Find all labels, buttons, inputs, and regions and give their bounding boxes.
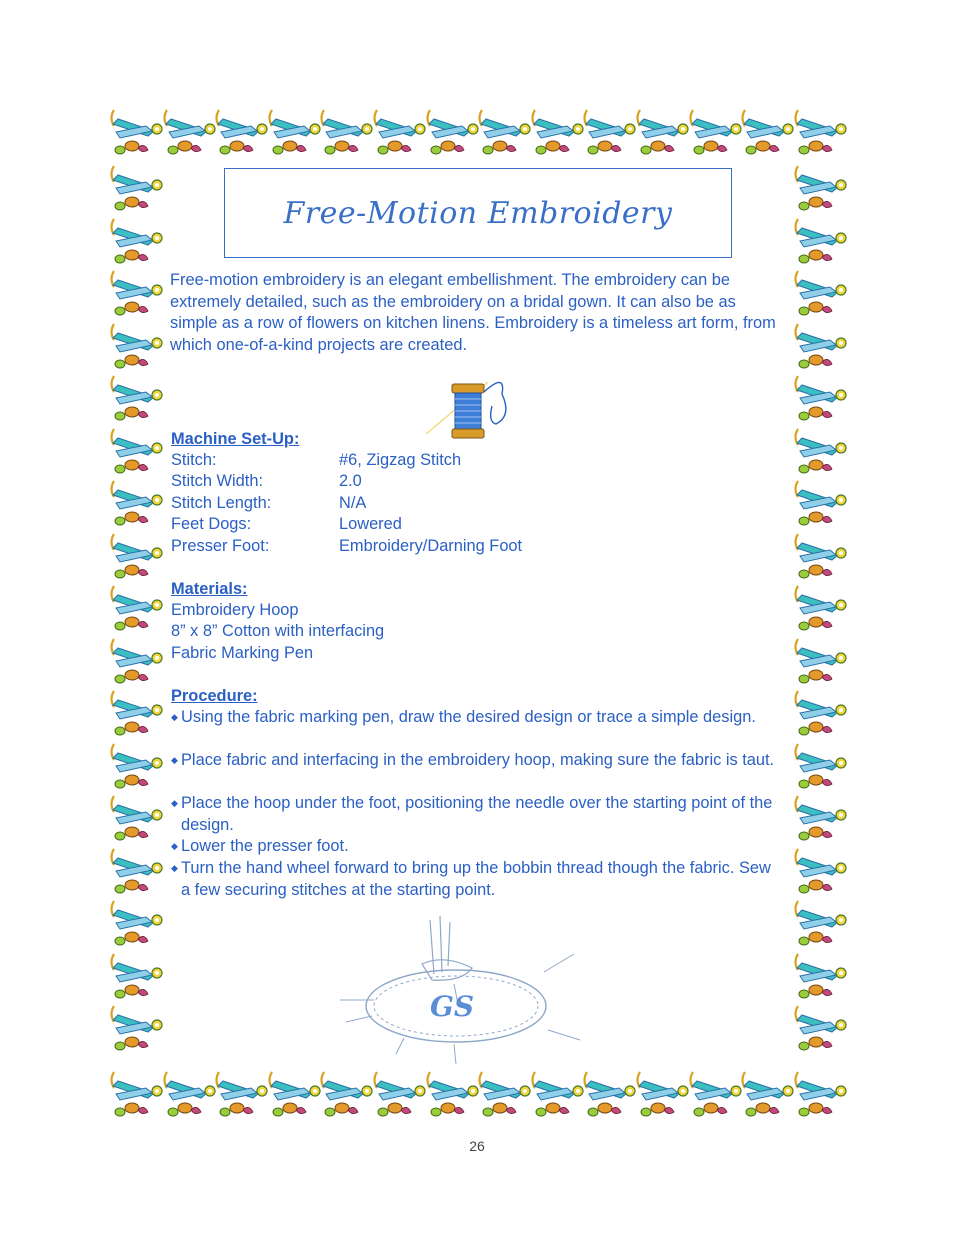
sewing-scissors-icon xyxy=(792,685,848,741)
sewing-scissors-icon xyxy=(108,160,164,216)
setup-row xyxy=(171,471,362,492)
procedure-step-text: Place fabric and interfacing in the embroidery hoop, making sure the fabric is taut. xyxy=(181,751,775,769)
setup-value: N/A xyxy=(339,493,367,512)
sewing-scissors-icon xyxy=(634,104,690,160)
page-number: 26 xyxy=(469,1138,485,1154)
sewing-scissors-icon xyxy=(476,1066,532,1122)
procedure-step xyxy=(171,858,781,901)
border-top xyxy=(108,104,852,162)
sewing-scissors-icon xyxy=(581,1066,637,1122)
setup-row xyxy=(171,450,462,471)
procedure-heading: Procedure: xyxy=(171,687,258,705)
setup-row xyxy=(171,514,402,535)
sewing-scissors-icon xyxy=(161,1066,217,1122)
procedure-step xyxy=(171,793,781,836)
sewing-scissors-icon xyxy=(108,1000,164,1056)
sewing-scissors-icon xyxy=(108,738,164,794)
procedure-step-text: Using the fabric marking pen, draw the desired design or trace a simple design. xyxy=(181,708,756,726)
setup-value: #6, Zigzag Stitch xyxy=(339,451,462,469)
sewing-scissors-icon xyxy=(108,370,164,426)
sewing-scissors-icon xyxy=(634,1066,690,1122)
materials-item: Fabric Marking Pen xyxy=(171,643,314,662)
sewing-scissors-icon xyxy=(108,528,164,584)
sewing-scissors-icon xyxy=(213,1066,269,1122)
setup-label: Stitch Length: xyxy=(171,493,272,512)
sewing-scissors-icon xyxy=(108,948,164,1004)
sewing-scissors-icon xyxy=(792,843,848,899)
setup-label: Stitch: xyxy=(171,451,217,469)
setup-label: Stitch Width: xyxy=(171,472,263,491)
intro-paragraph: Free-motion embroidery is an elegant embellishment. The embroidery can be extremely detailed, such as the embroidery on a bridal gown. It can also be as simple as a row of flowers on kitchen linens. Embroidery is a timeless art form, from which one-of-a-kind projects are created. xyxy=(170,271,776,354)
border-left xyxy=(108,160,166,1066)
sewing-scissors-icon xyxy=(108,318,164,374)
sewing-scissors-icon xyxy=(792,528,848,584)
sewing-scissors-icon xyxy=(792,475,848,531)
setup-row xyxy=(171,536,523,557)
procedure-step xyxy=(171,707,781,729)
sewing-scissors-icon xyxy=(792,948,848,1004)
diamond-bullet-icon: ◆ xyxy=(171,863,178,873)
machine-setup-heading: Machine Set-Up: xyxy=(171,430,300,448)
sewing-scissors-icon xyxy=(792,370,848,426)
setup-label: Feet Dogs: xyxy=(171,515,252,534)
embroidery-hoop-icon xyxy=(334,914,588,1066)
sewing-scissors-icon xyxy=(266,104,322,160)
procedure-step xyxy=(171,836,781,858)
sewing-scissors-icon xyxy=(108,685,164,741)
setup-row xyxy=(171,493,367,514)
sewing-scissors-icon xyxy=(792,790,848,846)
border-right xyxy=(792,160,850,1066)
sewing-scissors-icon xyxy=(266,1066,322,1122)
svg-text:GS: GS xyxy=(430,990,475,1023)
page-title: Free-Motion Embroidery xyxy=(283,195,673,231)
sewing-scissors-icon xyxy=(792,423,848,479)
sewing-scissors-icon xyxy=(108,895,164,951)
setup-label: Presser Foot: xyxy=(171,536,270,555)
materials-item: Embroidery Hoop xyxy=(171,601,299,619)
sewing-scissors-icon xyxy=(792,1000,848,1056)
sewing-scissors-icon xyxy=(318,1066,374,1122)
sewing-scissors-icon xyxy=(792,580,848,636)
diamond-bullet-icon: ◆ xyxy=(171,755,178,765)
sewing-scissors-icon xyxy=(108,423,164,479)
diamond-bullet-icon: ◆ xyxy=(171,841,178,851)
setup-value: Embroidery/Darning Foot xyxy=(339,536,523,555)
sewing-scissors-icon xyxy=(687,1066,743,1122)
sewing-scissors-icon xyxy=(108,475,164,531)
procedure-step-text: Place the hoop under the foot, positioning the needle over the starting point of the design. xyxy=(181,794,773,834)
materials-item: 8” x 8” Cotton with interfacing xyxy=(171,622,385,641)
sewing-scissors-icon xyxy=(792,633,848,689)
sewing-scissors-icon xyxy=(792,265,848,321)
materials-heading: Materials: xyxy=(171,580,248,598)
sewing-scissors-icon xyxy=(792,104,848,160)
procedure-step-text: Lower the presser foot. xyxy=(181,837,349,855)
sewing-scissors-icon xyxy=(476,104,532,160)
sewing-scissors-icon xyxy=(424,104,480,160)
sewing-scissors-icon xyxy=(581,104,637,160)
sewing-scissors-icon xyxy=(792,160,848,216)
sewing-scissors-icon xyxy=(108,265,164,321)
diamond-bullet-icon: ◆ xyxy=(171,798,178,808)
procedure-step-text: Turn the hand wheel forward to bring up the bobbin thread though the fabric. Sew a few securing stitches at the starting point. xyxy=(181,859,771,899)
title-box xyxy=(224,168,732,258)
sewing-scissors-icon xyxy=(792,738,848,794)
thread-spool-icon xyxy=(426,364,522,440)
sewing-scissors-icon xyxy=(108,633,164,689)
sewing-scissors-icon xyxy=(108,1066,164,1122)
diamond-bullet-icon: ◆ xyxy=(171,712,178,722)
sewing-scissors-icon xyxy=(739,104,795,160)
sewing-scissors-icon xyxy=(371,104,427,160)
setup-value: Lowered xyxy=(339,515,402,534)
sewing-scissors-icon xyxy=(161,104,217,160)
sewing-scissors-icon xyxy=(792,318,848,374)
sewing-scissors-icon xyxy=(108,104,164,160)
sewing-scissors-icon xyxy=(371,1066,427,1122)
sewing-scissors-icon xyxy=(213,104,269,160)
sewing-scissors-icon xyxy=(108,790,164,846)
sewing-scissors-icon xyxy=(108,843,164,899)
sewing-scissors-icon xyxy=(108,213,164,269)
procedure-step xyxy=(171,750,781,772)
sewing-scissors-icon xyxy=(529,104,585,160)
sewing-scissors-icon xyxy=(792,1066,848,1122)
sewing-scissors-icon xyxy=(318,104,374,160)
sewing-scissors-icon xyxy=(792,213,848,269)
sewing-scissors-icon xyxy=(108,580,164,636)
sewing-scissors-icon xyxy=(687,104,743,160)
sewing-scissors-icon xyxy=(739,1066,795,1122)
sewing-scissors-icon xyxy=(792,895,848,951)
setup-value: 2.0 xyxy=(339,472,362,491)
sewing-scissors-icon xyxy=(424,1066,480,1122)
sewing-scissors-icon xyxy=(529,1066,585,1122)
border-bottom xyxy=(108,1066,852,1124)
